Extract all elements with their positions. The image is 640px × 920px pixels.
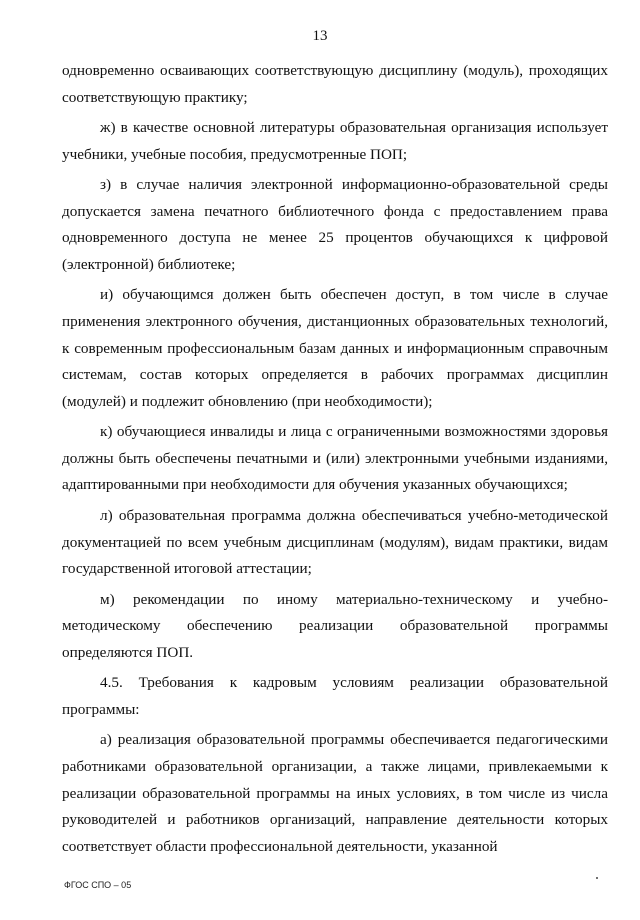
paragraph-item-m: м) рекомендации по иному материально-техническому и учебно-методическому обеспечению реализации образовательной программы определяются ПОП. (62, 590, 608, 661)
paragraph-item-i: и) обучающимся должен быть обеспечен доступ, в том числе в случае применения электронного обучения, дистанционных образовательных технологий, к современным профессиональным базам данных и информационным справочным системам, состав которых определяется в рабочих программах дисциплин (модулей) и подлежит обновлению (при необходимости); (62, 286, 608, 410)
section-heading-4-5: 4.5. Требования к кадровым условиям реализации образовательной программы: (62, 674, 608, 718)
paragraph-continuation: одновременно осваивающих соответствующую дисциплину (модуль), проходящих соответствующую практику; (62, 62, 608, 106)
paragraph-item-l: л) образовательная программа должна обеспечиваться учебно-методической документацией по всем учебным дисциплинам (модулям), видам практики, видам государственной итоговой аттестации; (62, 506, 608, 578)
document-body (62, 58, 608, 864)
scan-speck (596, 877, 598, 879)
paragraph-item-k: к) обучающиеся инвалиды и лица с ограниченными возможностями здоровья должны быть обеспечены печатными и (или) электронными учебными изданиями, адаптированными при необходимости для обучения указанных обучающихся; (62, 423, 608, 494)
document-footer-code: ФГОС СПО – 05 (64, 880, 132, 890)
page-number: 13 (312, 28, 328, 44)
paragraph-item-z: з) в случае наличия электронной информационно-образовательной среды допускается замена печатного библиотечного фонда с предоставлением права одновременного доступа не менее 25 процентов обучающихся к цифровой (электронной) библиотеке; (62, 176, 608, 273)
paragraph-item-zh: ж) в качестве основной литературы образовательная организация использует учебники, учебные пособия, предусмотренные ПОП; (62, 119, 608, 163)
paragraph-item-a: а) реализация образовательной программы обеспечивается педагогическими работниками образовательной организации, а также лицами, привлекаемыми к реализации образовательной программы на иных условиях, в том числе из числа руководителей и работников организаций, направление деятельности которых соответствует области профессиональной деятельности, указанной (62, 731, 608, 855)
